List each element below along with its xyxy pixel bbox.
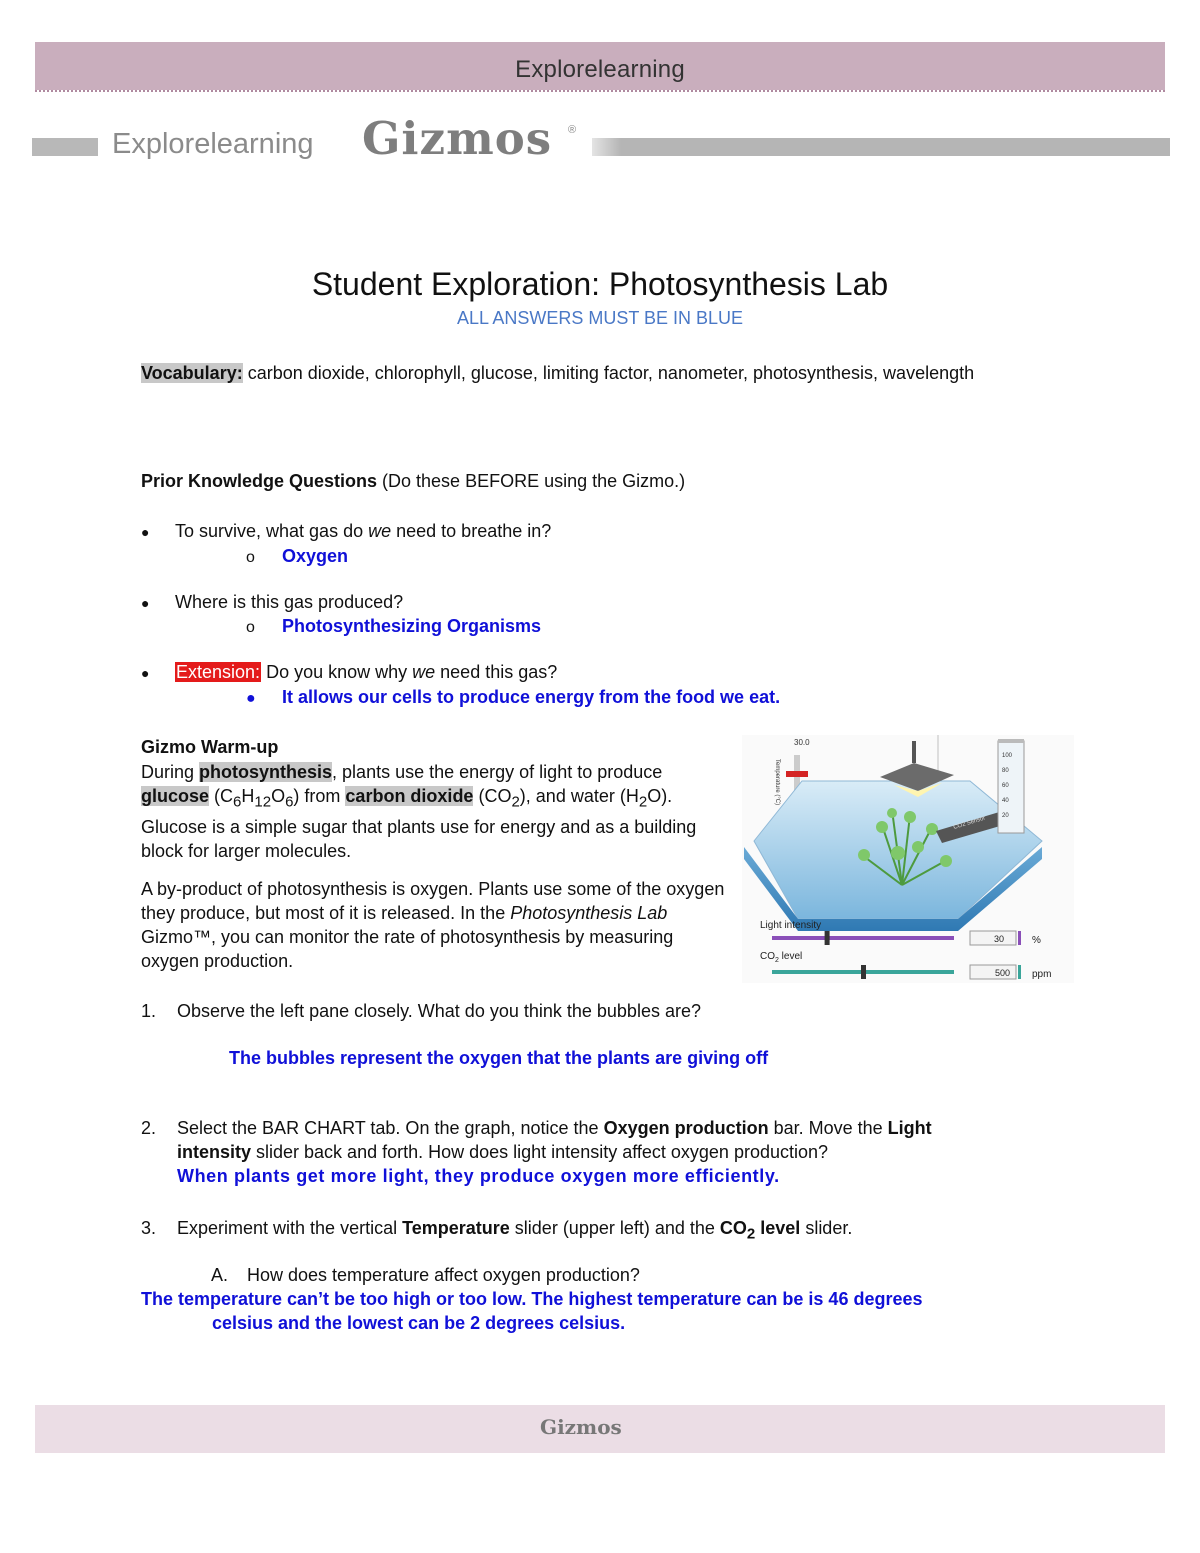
q2-number: 2. bbox=[141, 1118, 157, 1138]
term-glucose: glucose bbox=[141, 786, 210, 806]
q3-co2 bbox=[719, 1218, 801, 1243]
bullet-icon: ● bbox=[246, 690, 256, 707]
vocabulary-label: Vocabulary: bbox=[141, 363, 243, 383]
w-text: ), and water (H bbox=[519, 786, 639, 806]
q3-part: slider. bbox=[800, 1218, 853, 1238]
registered-mark: ® bbox=[568, 124, 577, 136]
banner-divider bbox=[35, 90, 1165, 92]
pa3-text: It allows our cells to produce energy from the food we eat. bbox=[282, 687, 781, 707]
prior-question-2 bbox=[141, 590, 403, 615]
tube-tick-label: 60 bbox=[1002, 783, 1009, 789]
bullet-icon: ● bbox=[141, 524, 150, 540]
warmup-paragraph-2 bbox=[141, 877, 731, 973]
header-bar-right bbox=[592, 138, 1170, 156]
footer-gizmos-logo: Gizmos bbox=[540, 1415, 622, 1439]
w-text: During bbox=[141, 762, 200, 782]
vocabulary bbox=[141, 361, 1041, 385]
tube-tick-label: 80 bbox=[1002, 768, 1009, 774]
q2-bold: Light intensity bbox=[177, 1118, 932, 1162]
q3-part: Experiment with the vertical bbox=[177, 1218, 403, 1238]
explorelearning-logo: Explorelearning bbox=[515, 56, 685, 83]
q3-number: 3. bbox=[141, 1218, 157, 1238]
co2-level-thumb[interactable] bbox=[861, 965, 866, 979]
q2-part: bar. Move the bbox=[768, 1118, 888, 1138]
co2-level-value: 500 bbox=[994, 968, 1010, 978]
extension-label: Extension: bbox=[176, 662, 261, 682]
temperature-value: 30.0 bbox=[794, 738, 810, 747]
gizmos-logo: Gizmos bbox=[362, 112, 553, 165]
prior-knowledge-note: (Do these BEFORE using the Gizmo.) bbox=[377, 471, 686, 491]
bullet-icon: ● bbox=[141, 665, 150, 681]
warmup-paragraph-1 bbox=[141, 760, 731, 863]
q3-sub: 2 bbox=[746, 1225, 756, 1243]
circle-bullet-icon: o bbox=[246, 549, 255, 566]
gizmos-brand-prefix: Explorelearning bbox=[112, 128, 314, 160]
q3-co: CO bbox=[719, 1218, 747, 1238]
gizmo-screenshot bbox=[742, 735, 1074, 983]
light-intensity-label: Light intensity bbox=[760, 920, 822, 931]
w-text: (C bbox=[209, 786, 234, 806]
answer-2: When plants get more light, they produce oxygen more efficiently. bbox=[177, 1166, 780, 1186]
light-intensity-thumb[interactable] bbox=[825, 931, 830, 945]
w-sub: 6 bbox=[233, 793, 242, 811]
light-intensity-value: 30 bbox=[993, 934, 1004, 944]
q2-bold: Oxygen production bbox=[603, 1118, 769, 1138]
w-text: Gizmo™, you can monitor the rate of photosynthesis by measuring oxygen production. bbox=[141, 927, 674, 971]
vocabulary-text: carbon dioxide, chlorophyll, glucose, limiting factor, nanometer, photosynthesis, wavelength bbox=[242, 363, 975, 383]
light-intensity-slider[interactable] bbox=[772, 931, 954, 945]
circle-bullet-icon: o bbox=[246, 619, 255, 636]
pq1-text-a: To survive, what gas do bbox=[175, 521, 369, 541]
co2-level-slider[interactable] bbox=[772, 965, 954, 979]
prior-answer-1 bbox=[246, 544, 348, 570]
question-3 bbox=[141, 1216, 1041, 1247]
w-text: , plants use the energy of light to produce bbox=[332, 762, 663, 782]
question-1 bbox=[141, 999, 1041, 1023]
light-intensity-unit: % bbox=[1032, 935, 1041, 946]
w-text: A by-product of photosynthesis is oxygen. Plants use some of the oxygen they produce, but most of it is released. In the bbox=[141, 879, 725, 923]
q3-part: slider (upper left) and the bbox=[509, 1218, 720, 1238]
q3-level: level bbox=[755, 1218, 801, 1238]
pa1-text: Oxygen bbox=[282, 546, 349, 566]
q1-number: 1. bbox=[141, 1001, 157, 1021]
prior-question-3 bbox=[141, 660, 557, 685]
w-text: ) from bbox=[293, 786, 346, 806]
co2-label-b: level bbox=[778, 951, 803, 962]
q2-text bbox=[177, 1116, 1007, 1188]
tube-tick-label: 100 bbox=[1002, 753, 1013, 759]
co2-label-sub: 2 bbox=[775, 957, 779, 964]
pa2-text: Photosynthesizing Organisms bbox=[282, 616, 542, 636]
gizmo-name: Photosynthesis Lab bbox=[510, 903, 668, 923]
page-title: Student Exploration: Photosynthesis Lab bbox=[311, 266, 889, 302]
temperature-label: Temperature (°C) bbox=[774, 759, 780, 806]
w-sub: 6 bbox=[285, 793, 294, 811]
q3a-label: A. bbox=[211, 1265, 229, 1285]
w-text: O bbox=[271, 786, 286, 806]
answer-1: The bubbles represent the oxygen that the plants are giving off bbox=[229, 1048, 769, 1068]
w-text: H bbox=[241, 786, 255, 806]
sensor-label: CO2 Sensor bbox=[952, 815, 987, 831]
co2-level-label bbox=[760, 951, 802, 964]
q3a-text: How does temperature affect oxygen production? bbox=[247, 1265, 640, 1285]
answer-3a-line1: The temperature can’t be too high or too low. The highest temperature can be is 46 degrees bbox=[141, 1289, 923, 1309]
q2-part: slider back and forth. How does light intensity affect oxygen production? bbox=[251, 1142, 829, 1162]
bullet-icon: ● bbox=[141, 595, 150, 611]
answer-3a bbox=[141, 1287, 1041, 1335]
w-sub: 2 bbox=[638, 793, 648, 811]
q3-bold: Temperature bbox=[402, 1218, 510, 1238]
w-sub: 12 bbox=[254, 793, 272, 811]
prior-knowledge-title: Prior Knowledge Questions bbox=[141, 471, 378, 491]
header-bar-left bbox=[32, 138, 98, 156]
q2-part: Select the BAR CHART tab. On the graph, notice the bbox=[177, 1118, 604, 1138]
q1-text: Observe the left pane closely. What do you think the bubbles are? bbox=[177, 1001, 701, 1021]
warmup-heading: Gizmo Warm-up bbox=[141, 737, 279, 757]
co2-label-a: CO bbox=[760, 951, 775, 962]
w-text: O). Glucose is a simple sugar that plants use for energy and as a building block for larger molecules. bbox=[141, 786, 697, 861]
tube-tick-label: 40 bbox=[1002, 798, 1009, 804]
prior-answer-3 bbox=[246, 685, 780, 711]
pq3-we: we bbox=[412, 662, 436, 682]
prior-question-1 bbox=[141, 519, 551, 544]
pq2-text: Where is this gas produced? bbox=[175, 592, 404, 612]
pq1-text-b: need to breathe in? bbox=[391, 521, 552, 541]
co2-level-unit: ppm bbox=[1032, 969, 1052, 980]
pq1-we: we bbox=[368, 521, 392, 541]
pq3-text-a: Do you know why bbox=[261, 662, 413, 682]
question-3a bbox=[211, 1263, 1111, 1287]
pq3-text-b: need this gas? bbox=[435, 662, 558, 682]
prior-knowledge-heading bbox=[141, 469, 1041, 493]
answer-3a-line2: celsius and the lowest can be 2 degrees celsius. bbox=[212, 1313, 626, 1333]
term-carbon-dioxide: carbon dioxide bbox=[345, 786, 474, 806]
prior-answer-2 bbox=[246, 614, 541, 640]
page-subtitle: ALL ANSWERS MUST BE IN BLUE bbox=[456, 308, 744, 328]
tube-tick-label: 20 bbox=[1002, 813, 1009, 819]
term-photosynthesis: photosynthesis bbox=[199, 762, 333, 782]
question-2 bbox=[141, 1116, 1041, 1188]
w-text: (CO bbox=[473, 786, 512, 806]
w-sub: 2 bbox=[511, 793, 520, 811]
